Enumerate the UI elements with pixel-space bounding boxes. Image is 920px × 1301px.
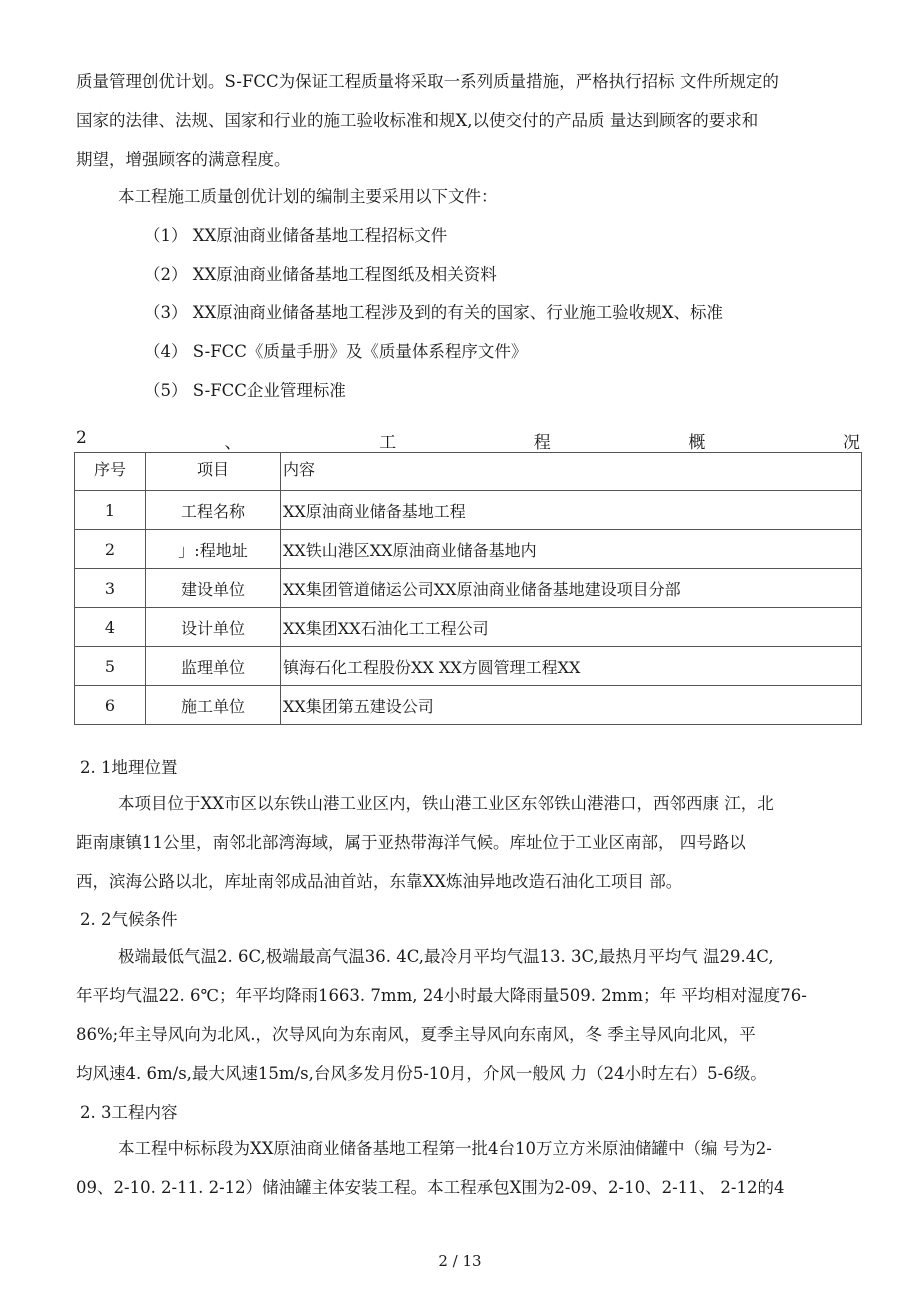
heading-char: 况 [842,433,860,453]
document-item: （2） XX原油商业储备基地工程图纸及相关资料 [144,265,497,284]
row-item: 建设单位 [146,569,281,608]
heading-char: 、 [224,433,242,453]
scope-paragraph [76,1129,856,1207]
table-row [75,686,862,725]
row-item: 施工单位 [146,686,281,725]
row-content: XX原油商业储备基地工程 [281,491,862,530]
row-item: 设计单位 [146,608,281,647]
row-item: 」:程地址 [146,530,281,569]
basis-intro: 本工程施工质量创优计划的编制主要采用以下文件： [118,187,498,206]
row-content: XX集团第五建设公司 [281,686,862,725]
paragraph-line: 西，滨海公路以北，库址南邻成品油首站，东靠XX炼油异地改造石油化工项目 部。 [76,872,683,891]
paragraph-line: 09、2-10. 2-11. 2-12）储油罐主体安装工程。本工程承包X围为2-09、2-10、2-11、 2-12的4 [76,1178,785,1197]
document-item: （5） S-FCC企业管理标准 [144,381,346,400]
paragraph-line: 均风速4. 6m/s,最大风速15m/s,台风多发月份5-10月，介风一般风 力（24小时左右）5-6级。 [76,1064,767,1083]
row-number: 3 [75,569,146,608]
row-number: 5 [75,647,146,686]
document-item: （4） S-FCC《质量手册》及《质量体系程序文件》 [144,342,528,361]
paragraph-line: 本工程中标标段为XX原油商业储备基地工程第一批4台10万立方米原油储罐中（编 号为2- [118,1139,772,1158]
intro-paragraph [76,62,856,179]
heading-char: 工 [379,433,397,453]
row-content: XX集团管道储运公司XX原油商业储备基地建设项目分部 [281,569,862,608]
document-item: （1） XX原油商业储备基地工程招标文件 [144,226,448,245]
intro-line: 国家的法律、法规、国家和行业的施工验收标准和规X,以使交付的产品质 量达到顾客的要求和 [76,111,759,130]
header-cell-number: 序号 [75,453,146,491]
heading-char: 程 [533,433,551,453]
paragraph-line: 本项目位于XX市区以东铁山港工业区内，铁山港工业区东邻铁山港港口，西邻西康 江，北 [118,794,774,813]
table-row [75,647,862,686]
climate-paragraph [76,937,856,1093]
document-item: （3） XX原油商业储备基地工程涉及到的有关的国家、行业施工验收规X、标准 [144,303,723,322]
intro-line: 期望，增强顾客的满意程度。 [76,150,291,169]
heading-char: 概 [688,433,706,453]
row-number: 1 [75,491,146,530]
header-cell-content: 内容 [281,453,862,491]
header-cell-item: 项目 [146,453,281,491]
row-item: 监理单位 [146,647,281,686]
table-row [75,569,862,608]
table-row [75,608,862,647]
row-content: 镇海石化工程股份XX XX方圆管理工程XX [281,647,862,686]
row-number: 4 [75,608,146,647]
subsection-title-location: 2. 1地理位置 [80,758,178,777]
paragraph-line: 年平均气温22. 6℃；年平均降雨1663. 7mm, 24小时最大降雨量509. 2mm；年 平均相对湿度76- [76,986,807,1005]
location-paragraph [76,784,856,901]
paragraph-line: 极端最低气温2. 6C,极端最高气温36. 4C,最冷月平均气温13. 3C,最热月平均气 温29.4C, [118,947,774,966]
section-heading-project-overview [76,428,860,453]
heading-char: 2 [76,428,87,448]
row-content: XX铁山港区XX原油商业储备基地内 [281,530,862,569]
intro-line: 质量管理创优计划。S-FCC为保证工程质量将采取一系列质量措施，严格执行招标 文件所规定的 [76,72,779,91]
table-row [75,491,862,530]
project-overview-table [74,452,862,725]
row-number: 6 [75,686,146,725]
row-number: 2 [75,530,146,569]
row-content: XX集团XX石油化工工程公司 [281,608,862,647]
subsection-title-climate: 2. 2气候条件 [80,910,178,929]
paragraph-line: 86%;年主导风向为北风.，次导风向为东南风，夏季主导风向东南风，冬 季主导风向北风，平 [76,1025,756,1044]
table-header-row [75,453,862,491]
table-row [75,530,862,569]
page-number: 2 / 13 [438,1252,482,1270]
row-item: 工程名称 [146,491,281,530]
paragraph-line: 距南康镇11公里，南邻北部湾海域，属于亚热带海洋气候。库址位于工业区南部， 四号路以 [76,833,746,852]
subsection-title-scope: 2. 3工程内容 [80,1103,178,1122]
